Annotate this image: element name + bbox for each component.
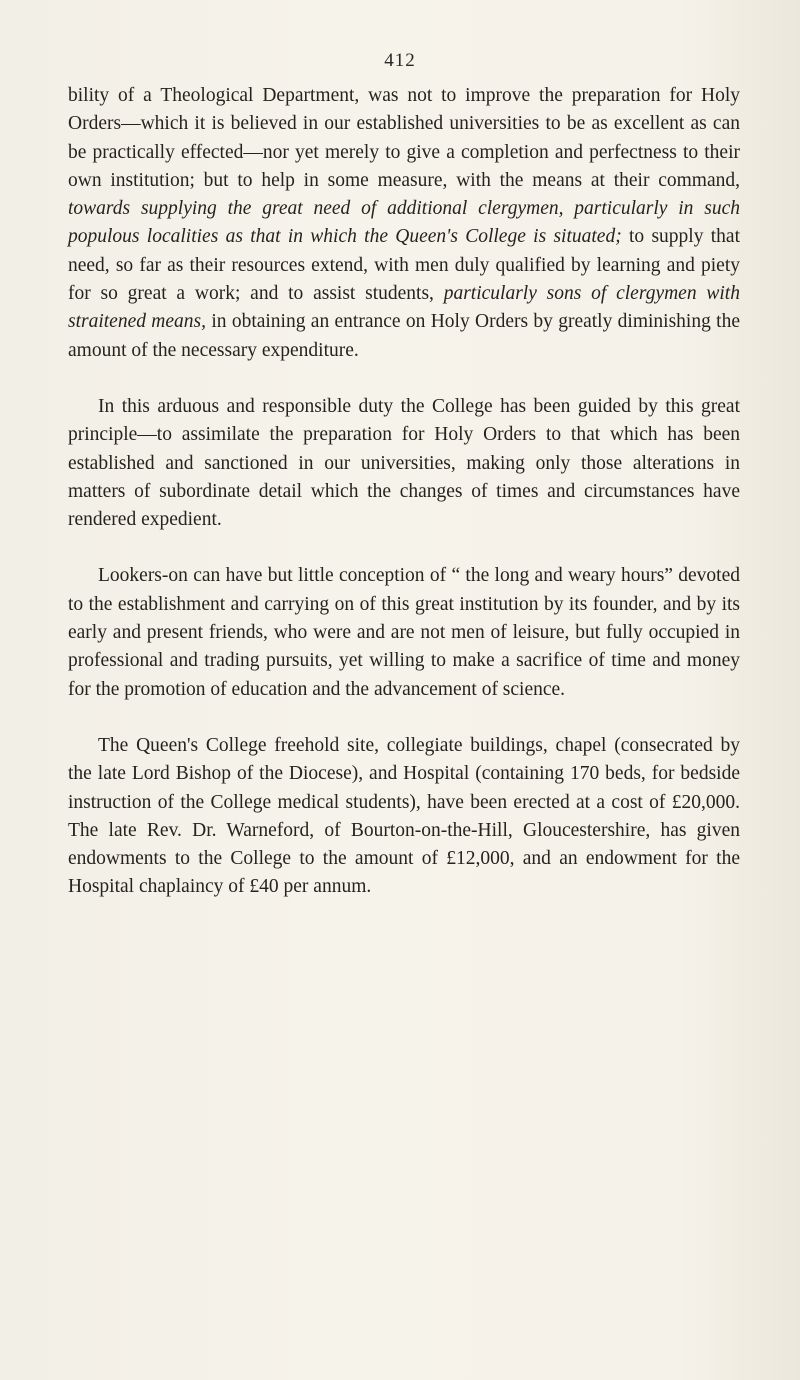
text-segment: to supply that need, so far as their resources extend, with men duly qualified by learning and piety for so great a work; and to assist students,	[68, 226, 740, 305]
paragraph-principle	[68, 393, 740, 534]
paragraph-freehold-site	[68, 732, 740, 902]
paragraph-lookers-on	[68, 562, 740, 703]
text-segment: in obtaining an entrance on Holy Orders by greatly diminishing the amount of the necessary expenditure.	[68, 311, 740, 361]
text-segment: Lookers-on can have but little conception of “ the long and weary hours” devoted to the establishment and carrying on of this great institution by its founder, and by its early and present friends, who were and are not men of leisure, but fully occupied in professional and trading pursuits, yet willing to make a sacrifice of time and money for the promotion of education and the advancement of science.	[68, 565, 740, 700]
text-segment: In this arduous and responsible duty the College has been guided by this great principle—to assimilate the preparation for Holy Orders to that which has been established and sanctioned in our universities, making only those alterations in matters of subordinate detail which the changes of times and circumstances have rendered expedient.	[68, 395, 740, 531]
text-segment: bility of a Theological Department, was not to improve the preparation for Holy Orders—which it is believed in our established universities to be as excellent as can be practically effected—nor yet merely to give a completion and perfectness to their own institution; but to help in some measure, with the means at their command,	[68, 85, 740, 191]
page-number: 412	[384, 50, 416, 71]
italic-segment: towards supplying the great need of additional clergymen, particularly in such populous localities as that in which the Queen's College is situated;	[68, 198, 740, 248]
italic-segment: particularly sons of clergymen with straitened means,	[68, 283, 740, 333]
paragraph-continuation	[68, 82, 740, 365]
body-text	[68, 82, 740, 902]
text-segment: The Queen's College freehold site, collegiate buildings, chapel (consecrated by the late Lord Bishop of the Diocese), and Hospital (containing 170 beds, for bedside instruction of the College medical students), have been erected at a cost of £20,000. The late Rev. Dr. Warneford, of Bourton-on-the-Hill, Gloucestershire, has given endowments to the College to the amount of £12,000, and an endowment for the Hospital chaplaincy of £40 per annum.	[68, 734, 740, 898]
